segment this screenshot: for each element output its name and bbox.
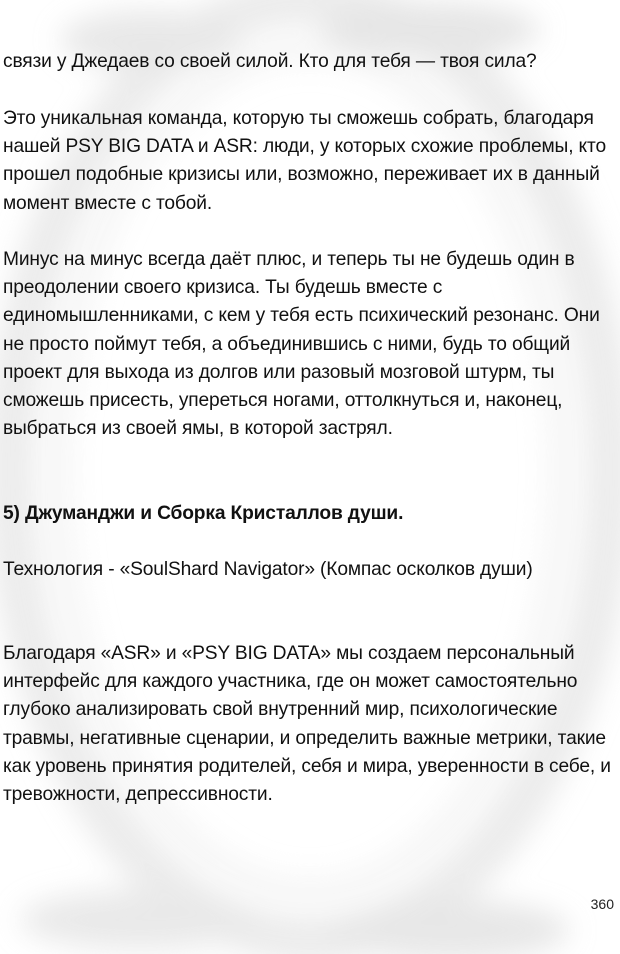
paragraph-final: Благодаря «ASR» и «PSY BIG DATA» мы создаем персональный интерфейс для каждого участника, где он может самостоятельно глубоко анализировать свой внутренний мир, психологические травмы, негативные сценарии, и определить важные метрики, такие как уровень принятия родителей, себя и мира, уверенности в себе, и тревожности, депрессивности. <box>3 643 611 806</box>
paragraph-1: связи у Джедаев со своей силой. Кто для тебя — твоя сила? <box>3 51 537 72</box>
page-number: 360 <box>590 896 614 912</box>
paragraph-3: Минус на минус всегда даёт плюс, и теперь ты не будешь один в преодолении своего кризиса. Ты будешь вместе с единомышленниками, с кем у тебя есть психический резонанс. Они не просто поймут тебя, а объединившись с ними, будь то общий проект для выхода из долгов или разовый мозговой штурм, ты сможешь присесть, упереться ногами, оттолкнуться и, наконец, выбраться из своей ямы, в которой застрял. <box>3 249 600 440</box>
section-heading: 5) Джуманджи и Сборка Кристаллов души. <box>3 503 404 524</box>
paragraph-2: Это уникальная команда, которую ты сможешь собрать, благодаря нашей PSY BIG DATA и ASR: люди, у которых схожие проблемы, кто прошел подобные кризисы или, возможно, переживает их в данный момент вместе с тобой. <box>3 108 606 214</box>
technology-line: Технология - «SoulShard Navigator» (Компас осколков души) <box>3 559 533 580</box>
